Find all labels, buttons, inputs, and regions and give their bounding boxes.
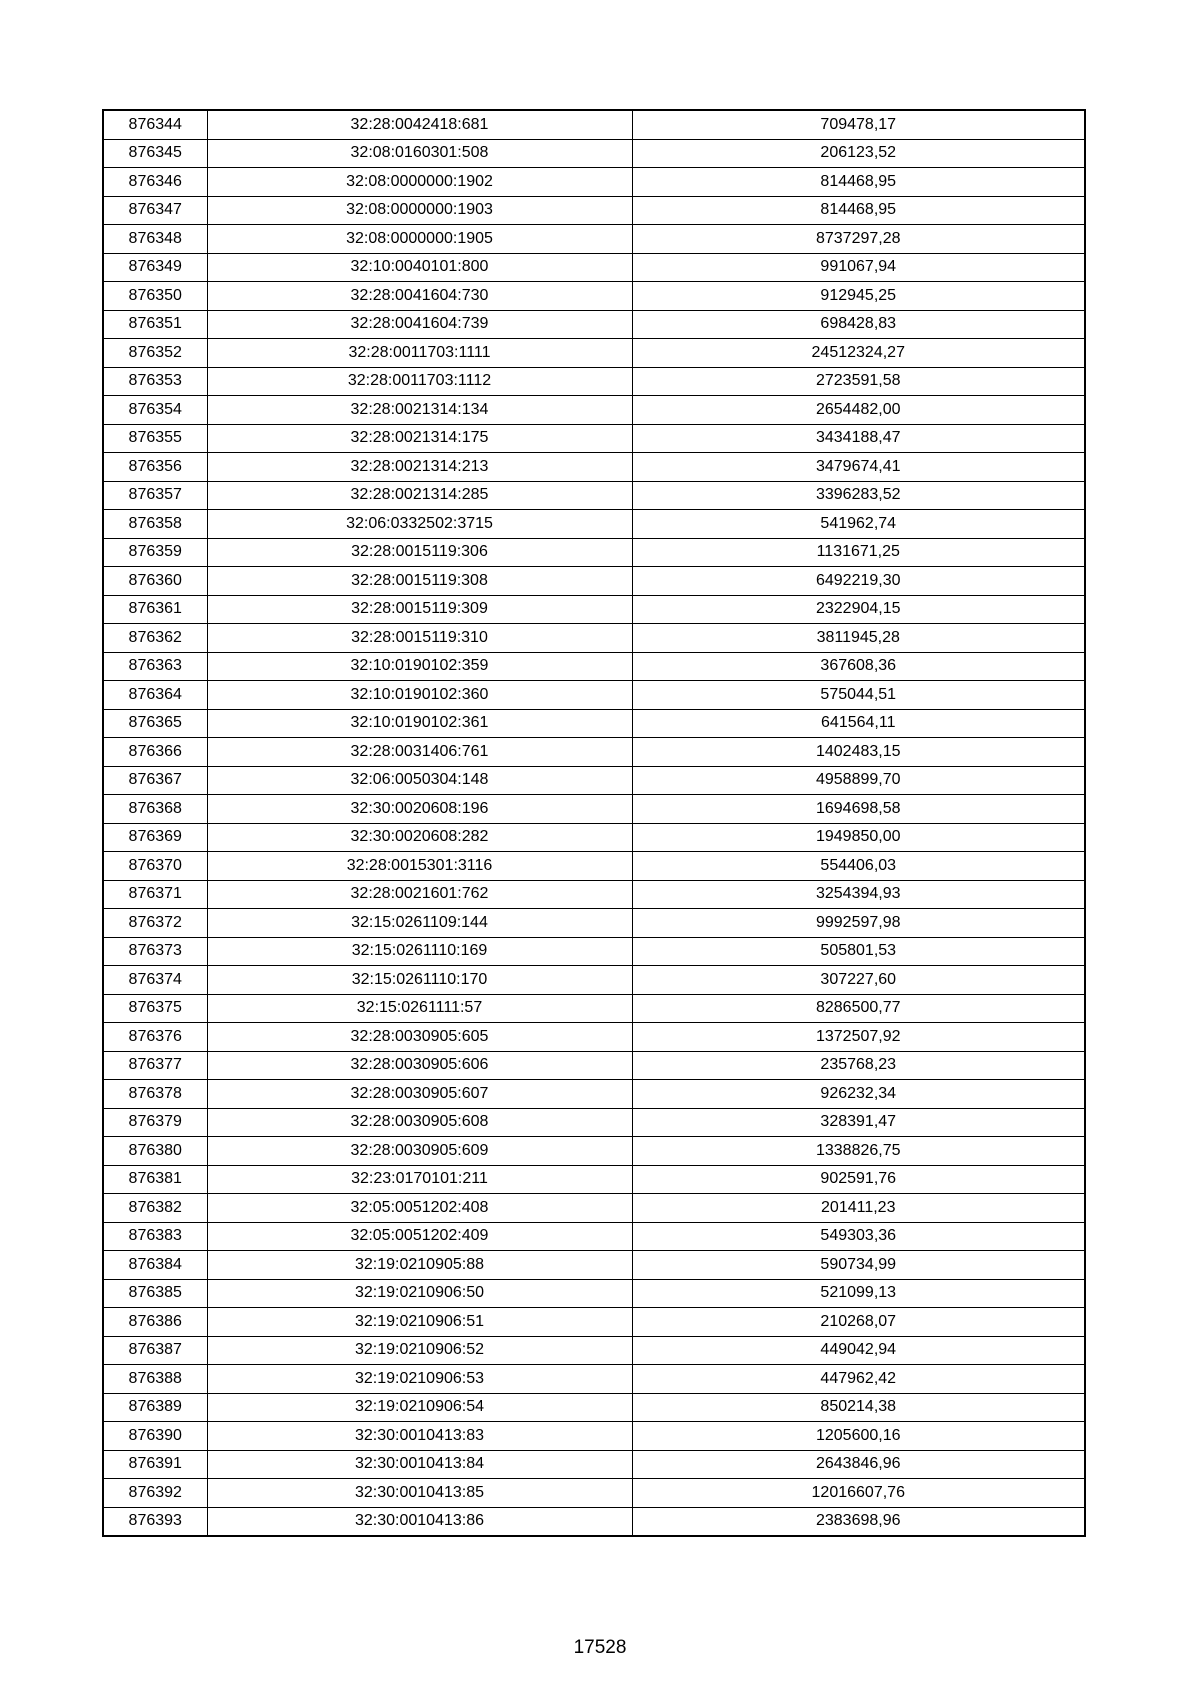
row-number-cell: 876348 bbox=[103, 225, 207, 254]
cadastral-number-cell: 32:19:0210906:53 bbox=[207, 1365, 632, 1394]
row-number-cell: 876390 bbox=[103, 1422, 207, 1451]
table-row bbox=[103, 453, 1085, 482]
table-row bbox=[103, 253, 1085, 282]
value-cell: 12016607,76 bbox=[632, 1479, 1085, 1508]
row-number-cell: 876364 bbox=[103, 681, 207, 710]
value-cell: 4958899,70 bbox=[632, 766, 1085, 795]
value-cell: 698428,83 bbox=[632, 310, 1085, 339]
value-cell: 902591,76 bbox=[632, 1165, 1085, 1194]
cadastral-number-cell: 32:28:0042418:681 bbox=[207, 110, 632, 139]
row-number-cell: 876355 bbox=[103, 424, 207, 453]
cadastral-number-cell: 32:19:0210906:54 bbox=[207, 1393, 632, 1422]
cadastral-number-cell: 32:05:0051202:409 bbox=[207, 1222, 632, 1251]
cadastral-number-cell: 32:30:0020608:282 bbox=[207, 823, 632, 852]
value-cell: 590734,99 bbox=[632, 1251, 1085, 1280]
cadastral-number-cell: 32:28:0015119:306 bbox=[207, 538, 632, 567]
table-row bbox=[103, 823, 1085, 852]
cadastral-number-cell: 32:28:0021314:175 bbox=[207, 424, 632, 453]
cadastral-number-cell: 32:08:0160301:508 bbox=[207, 139, 632, 168]
table-row bbox=[103, 1422, 1085, 1451]
cadastral-number-cell: 32:28:0030905:605 bbox=[207, 1023, 632, 1052]
row-number-cell: 876353 bbox=[103, 367, 207, 396]
row-number-cell: 876384 bbox=[103, 1251, 207, 1280]
row-number-cell: 876381 bbox=[103, 1165, 207, 1194]
row-number-cell: 876377 bbox=[103, 1051, 207, 1080]
cadastral-number-cell: 32:30:0010413:84 bbox=[207, 1450, 632, 1479]
value-cell: 201411,23 bbox=[632, 1194, 1085, 1223]
value-cell: 2643846,96 bbox=[632, 1450, 1085, 1479]
table-row bbox=[103, 1336, 1085, 1365]
table-row bbox=[103, 339, 1085, 368]
table-row bbox=[103, 1393, 1085, 1422]
value-cell: 1949850,00 bbox=[632, 823, 1085, 852]
cadastral-number-cell: 32:15:0261111:57 bbox=[207, 994, 632, 1023]
table-row bbox=[103, 110, 1085, 139]
value-cell: 3811945,28 bbox=[632, 624, 1085, 653]
table-row bbox=[103, 139, 1085, 168]
cadastral-number-cell: 32:08:0000000:1905 bbox=[207, 225, 632, 254]
cadastral-number-cell: 32:06:0332502:3715 bbox=[207, 510, 632, 539]
cadastral-number-cell: 32:28:0030905:608 bbox=[207, 1108, 632, 1137]
cadastral-number-cell: 32:28:0030905:606 bbox=[207, 1051, 632, 1080]
cadastral-number-cell: 32:28:0030905:607 bbox=[207, 1080, 632, 1109]
row-number-cell: 876376 bbox=[103, 1023, 207, 1052]
cadastral-number-cell: 32:28:0031406:761 bbox=[207, 738, 632, 767]
table-row bbox=[103, 1051, 1085, 1080]
row-number-cell: 876370 bbox=[103, 852, 207, 881]
table-row bbox=[103, 424, 1085, 453]
row-number-cell: 876369 bbox=[103, 823, 207, 852]
row-number-cell: 876393 bbox=[103, 1507, 207, 1536]
row-number-cell: 876365 bbox=[103, 709, 207, 738]
value-cell: 912945,25 bbox=[632, 282, 1085, 311]
value-cell: 2723591,58 bbox=[632, 367, 1085, 396]
value-cell: 367608,36 bbox=[632, 652, 1085, 681]
row-number-cell: 876358 bbox=[103, 510, 207, 539]
cadastral-number-cell: 32:30:0010413:85 bbox=[207, 1479, 632, 1508]
table-row bbox=[103, 538, 1085, 567]
value-cell: 926232,34 bbox=[632, 1080, 1085, 1109]
value-cell: 3479674,41 bbox=[632, 453, 1085, 482]
value-cell: 235768,23 bbox=[632, 1051, 1085, 1080]
table-row bbox=[103, 1251, 1085, 1280]
row-number-cell: 876361 bbox=[103, 595, 207, 624]
value-cell: 8286500,77 bbox=[632, 994, 1085, 1023]
cadastral-number-cell: 32:19:0210906:52 bbox=[207, 1336, 632, 1365]
row-number-cell: 876368 bbox=[103, 795, 207, 824]
row-number-cell: 876360 bbox=[103, 567, 207, 596]
table-row bbox=[103, 738, 1085, 767]
table-row bbox=[103, 396, 1085, 425]
row-number-cell: 876372 bbox=[103, 909, 207, 938]
row-number-cell: 876382 bbox=[103, 1194, 207, 1223]
value-cell: 850214,38 bbox=[632, 1393, 1085, 1422]
cadastral-number-cell: 32:15:0261110:169 bbox=[207, 937, 632, 966]
table-row bbox=[103, 624, 1085, 653]
cadastral-number-cell: 32:28:0015119:308 bbox=[207, 567, 632, 596]
value-cell: 3254394,93 bbox=[632, 880, 1085, 909]
table-row bbox=[103, 766, 1085, 795]
value-cell: 521099,13 bbox=[632, 1279, 1085, 1308]
value-cell: 575044,51 bbox=[632, 681, 1085, 710]
row-number-cell: 876374 bbox=[103, 966, 207, 995]
cadastral-number-cell: 32:30:0010413:83 bbox=[207, 1422, 632, 1451]
cadastral-number-cell: 32:19:0210906:51 bbox=[207, 1308, 632, 1337]
row-number-cell: 876375 bbox=[103, 994, 207, 1023]
table-row bbox=[103, 1507, 1085, 1536]
table-row bbox=[103, 1023, 1085, 1052]
cadastral-number-cell: 32:19:0210906:50 bbox=[207, 1279, 632, 1308]
row-number-cell: 876351 bbox=[103, 310, 207, 339]
row-number-cell: 876371 bbox=[103, 880, 207, 909]
value-cell: 1131671,25 bbox=[632, 538, 1085, 567]
table-row bbox=[103, 681, 1085, 710]
value-cell: 447962,42 bbox=[632, 1365, 1085, 1394]
cadastral-number-cell: 32:08:0000000:1903 bbox=[207, 196, 632, 225]
value-cell: 3396283,52 bbox=[632, 481, 1085, 510]
row-number-cell: 876352 bbox=[103, 339, 207, 368]
table-row bbox=[103, 1308, 1085, 1337]
cadastral-number-cell: 32:15:0261110:170 bbox=[207, 966, 632, 995]
cadastral-number-cell: 32:28:0015119:309 bbox=[207, 595, 632, 624]
value-cell: 814468,95 bbox=[632, 168, 1085, 197]
row-number-cell: 876389 bbox=[103, 1393, 207, 1422]
table-row bbox=[103, 795, 1085, 824]
row-number-cell: 876386 bbox=[103, 1308, 207, 1337]
cadastral-number-cell: 32:28:0011703:1111 bbox=[207, 339, 632, 368]
value-cell: 210268,07 bbox=[632, 1308, 1085, 1337]
value-cell: 1402483,15 bbox=[632, 738, 1085, 767]
value-cell: 1338826,75 bbox=[632, 1137, 1085, 1166]
table-row bbox=[103, 994, 1085, 1023]
cadastral-number-cell: 32:10:0040101:800 bbox=[207, 253, 632, 282]
value-cell: 709478,17 bbox=[632, 110, 1085, 139]
value-cell: 24512324,27 bbox=[632, 339, 1085, 368]
value-cell: 2383698,96 bbox=[632, 1507, 1085, 1536]
table-row bbox=[103, 595, 1085, 624]
table-row bbox=[103, 1479, 1085, 1508]
value-cell: 541962,74 bbox=[632, 510, 1085, 539]
row-number-cell: 876344 bbox=[103, 110, 207, 139]
table-row bbox=[103, 1279, 1085, 1308]
cadastral-number-cell: 32:28:0011703:1112 bbox=[207, 367, 632, 396]
cadastral-number-cell: 32:28:0041604:730 bbox=[207, 282, 632, 311]
table-row bbox=[103, 1080, 1085, 1109]
table-row bbox=[103, 1365, 1085, 1394]
row-number-cell: 876373 bbox=[103, 937, 207, 966]
row-number-cell: 876383 bbox=[103, 1222, 207, 1251]
value-cell: 9992597,98 bbox=[632, 909, 1085, 938]
table-row bbox=[103, 367, 1085, 396]
row-number-cell: 876388 bbox=[103, 1365, 207, 1394]
row-number-cell: 876378 bbox=[103, 1080, 207, 1109]
table-row bbox=[103, 1222, 1085, 1251]
row-number-cell: 876349 bbox=[103, 253, 207, 282]
row-number-cell: 876354 bbox=[103, 396, 207, 425]
cadastral-number-cell: 32:06:0050304:148 bbox=[207, 766, 632, 795]
row-number-cell: 876345 bbox=[103, 139, 207, 168]
row-number-cell: 876392 bbox=[103, 1479, 207, 1508]
table-row bbox=[103, 709, 1085, 738]
table-row bbox=[103, 652, 1085, 681]
row-number-cell: 876350 bbox=[103, 282, 207, 311]
cadastral-number-cell: 32:15:0261109:144 bbox=[207, 909, 632, 938]
table-row bbox=[103, 225, 1085, 254]
value-cell: 1205600,16 bbox=[632, 1422, 1085, 1451]
registry-table bbox=[102, 109, 1086, 1537]
cadastral-number-cell: 32:28:0030905:609 bbox=[207, 1137, 632, 1166]
table-row bbox=[103, 196, 1085, 225]
table-row bbox=[103, 1137, 1085, 1166]
table-row bbox=[103, 1165, 1085, 1194]
row-number-cell: 876385 bbox=[103, 1279, 207, 1308]
cadastral-number-cell: 32:28:0021314:134 bbox=[207, 396, 632, 425]
value-cell: 1372507,92 bbox=[632, 1023, 1085, 1052]
row-number-cell: 876356 bbox=[103, 453, 207, 482]
table-row bbox=[103, 852, 1085, 881]
cadastral-number-cell: 32:28:0021314:213 bbox=[207, 453, 632, 482]
page-number: 17528 bbox=[573, 1637, 627, 1658]
row-number-cell: 876359 bbox=[103, 538, 207, 567]
table-row bbox=[103, 909, 1085, 938]
value-cell: 206123,52 bbox=[632, 139, 1085, 168]
cadastral-number-cell: 32:10:0190102:359 bbox=[207, 652, 632, 681]
row-number-cell: 876366 bbox=[103, 738, 207, 767]
value-cell: 549303,36 bbox=[632, 1222, 1085, 1251]
cadastral-number-cell: 32:28:0015301:3116 bbox=[207, 852, 632, 881]
table-row bbox=[103, 282, 1085, 311]
value-cell: 6492219,30 bbox=[632, 567, 1085, 596]
row-number-cell: 876346 bbox=[103, 168, 207, 197]
value-cell: 1694698,58 bbox=[632, 795, 1085, 824]
table-row bbox=[103, 510, 1085, 539]
row-number-cell: 876380 bbox=[103, 1137, 207, 1166]
value-cell: 8737297,28 bbox=[632, 225, 1085, 254]
cadastral-number-cell: 32:23:0170101:211 bbox=[207, 1165, 632, 1194]
table-row bbox=[103, 880, 1085, 909]
cadastral-number-cell: 32:19:0210905:88 bbox=[207, 1251, 632, 1280]
value-cell: 307227,60 bbox=[632, 966, 1085, 995]
value-cell: 505801,53 bbox=[632, 937, 1085, 966]
cadastral-number-cell: 32:28:0015119:310 bbox=[207, 624, 632, 653]
value-cell: 641564,11 bbox=[632, 709, 1085, 738]
cadastral-number-cell: 32:28:0021601:762 bbox=[207, 880, 632, 909]
table-row bbox=[103, 481, 1085, 510]
table-row bbox=[103, 966, 1085, 995]
row-number-cell: 876391 bbox=[103, 1450, 207, 1479]
value-cell: 2322904,15 bbox=[632, 595, 1085, 624]
value-cell: 3434188,47 bbox=[632, 424, 1085, 453]
row-number-cell: 876362 bbox=[103, 624, 207, 653]
table-row bbox=[103, 1450, 1085, 1479]
value-cell: 814468,95 bbox=[632, 196, 1085, 225]
value-cell: 554406,03 bbox=[632, 852, 1085, 881]
table-body bbox=[103, 110, 1085, 1536]
cadastral-number-cell: 32:10:0190102:361 bbox=[207, 709, 632, 738]
table-row bbox=[103, 1108, 1085, 1137]
cadastral-number-cell: 32:05:0051202:408 bbox=[207, 1194, 632, 1223]
row-number-cell: 876347 bbox=[103, 196, 207, 225]
cadastral-number-cell: 32:08:0000000:1902 bbox=[207, 168, 632, 197]
row-number-cell: 876367 bbox=[103, 766, 207, 795]
table-row bbox=[103, 1194, 1085, 1223]
cadastral-number-cell: 32:30:0010413:86 bbox=[207, 1507, 632, 1536]
table-row bbox=[103, 567, 1085, 596]
row-number-cell: 876363 bbox=[103, 652, 207, 681]
cadastral-number-cell: 32:28:0041604:739 bbox=[207, 310, 632, 339]
value-cell: 991067,94 bbox=[632, 253, 1085, 282]
row-number-cell: 876357 bbox=[103, 481, 207, 510]
value-cell: 328391,47 bbox=[632, 1108, 1085, 1137]
table-row bbox=[103, 168, 1085, 197]
row-number-cell: 876379 bbox=[103, 1108, 207, 1137]
cadastral-number-cell: 32:10:0190102:360 bbox=[207, 681, 632, 710]
value-cell: 449042,94 bbox=[632, 1336, 1085, 1365]
table-row bbox=[103, 937, 1085, 966]
table-row bbox=[103, 310, 1085, 339]
value-cell: 2654482,00 bbox=[632, 396, 1085, 425]
cadastral-number-cell: 32:30:0020608:196 bbox=[207, 795, 632, 824]
row-number-cell: 876387 bbox=[103, 1336, 207, 1365]
cadastral-number-cell: 32:28:0021314:285 bbox=[207, 481, 632, 510]
